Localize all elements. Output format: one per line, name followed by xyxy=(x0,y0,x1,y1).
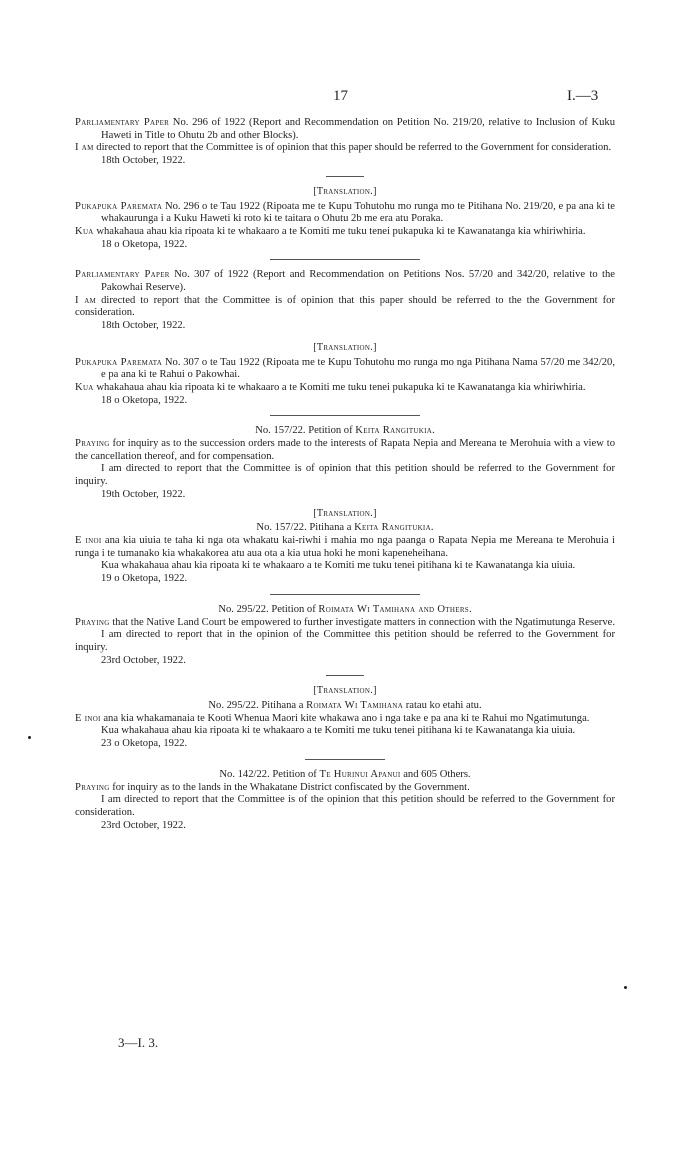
petition-body-translation: E inoi ana kia uiuia te taha ki nga ota whakatu kai-riwhi i mahia mo nga paanga o Rapata Nepia me Mereana te Merohuia i runga i te tumanako kia whakakorea atu aua ota a kia utua hoki he moni kapeneheihana. xyxy=(75,534,615,559)
paper-heading: Pukapuka Paremata No. 296 o te Tau 1922 (Ripoata me te Kupu Tohutohu mo runga mo te Pitihana No. 219/20, e pa ana ki te whakaurunga i a Kuku Haweti ki roto ki te taitara o Ohutu 2b me era atu Poraka. xyxy=(75,200,615,225)
paper-date: 18th October, 1922. xyxy=(101,155,186,167)
petition-body: Praying that the Native Land Court be empowered to further investigate matters in connection with the Ngatimutunga Reserve. xyxy=(75,616,615,628)
paper-entry xyxy=(75,269,615,333)
petition-body: Praying for inquiry as to the lands in the Whakatane District confiscated by the Government. xyxy=(75,781,470,793)
paper-date: 18th October, 1922. xyxy=(101,320,186,332)
petition-title-translation: No. 295/22. Pitihana a Roimata Wi Tamihana ratau ko etahi atu. xyxy=(208,700,482,712)
petition-date-translation: 19 o Oketopa, 1922. xyxy=(101,573,188,585)
petition-date: 23rd October, 1922. xyxy=(101,654,186,666)
petition-direction: I am directed to report that in the opinion of the Committee this petition should be referred to the Government for inquiry. xyxy=(75,629,615,653)
petition-date: 23rd October, 1922. xyxy=(101,819,186,831)
page-header xyxy=(0,88,700,108)
petition-title-translation: No. 157/22. Pitihana a Keita Rangitukia. xyxy=(256,522,434,534)
petition-date-translation: 23 o Oketopa, 1922. xyxy=(101,738,188,750)
petition-entry xyxy=(75,604,615,751)
divider xyxy=(270,259,420,260)
paper-body: Kua whakahaua ahau kia ripoata ki te whakaaro a te Komiti me tuku tenei pukapuka ki te Kawanatanga kia whiriwhiria. xyxy=(75,381,586,393)
divider xyxy=(270,415,420,416)
scan-speck xyxy=(28,736,31,739)
divider xyxy=(305,759,385,760)
paper-body: Kua whakahaua ahau kia ripoata ki te whakaaro a te Komiti me tuku tenei pukapuka ki te Kawanatanga kia whiriwhiria. xyxy=(75,225,586,237)
paper-heading: Parliamentary Paper No. 307 of 1922 (Report and Recommendation on Petitions Nos. 57/20 and 342/20, relative to the Pakowhai Reserve). xyxy=(75,269,615,294)
paper-date: 18 o Oketopa, 1922. xyxy=(101,394,188,406)
translation-label: [Translation.] xyxy=(313,185,377,197)
petition-title: No. 295/22. Petition of Roimata Wi Tamihana and Others. xyxy=(218,603,472,615)
page-reference: I.—3 xyxy=(567,88,599,104)
petition-title: No. 142/22. Petition of Te Hurinui Apanui and 605 Others. xyxy=(219,768,471,780)
divider xyxy=(270,594,420,595)
paper-entry-translation xyxy=(75,342,615,408)
page-number: 17 xyxy=(333,88,348,104)
petition-date: 19th October, 1922. xyxy=(101,488,186,500)
paper-body: I am directed to report that the Committee is of opinion that this paper should be referred to the Government for consideration. xyxy=(75,142,612,154)
translation-label: [Translation.] xyxy=(313,685,377,697)
petition-direction-translation: Kua whakahaua ahau kia ripoata ki te whakaaro a te Komiti me tuku tenei pitihana ki te Kawanatanga kia uiuia. xyxy=(101,560,576,572)
translation-label: [Translation.] xyxy=(313,341,377,353)
paper-date: 18 o Oketopa, 1922. xyxy=(101,238,188,250)
paper-body: I am directed to report that the Committee is of opinion that this paper should be referred to the the Government for consideration. xyxy=(75,294,616,319)
divider xyxy=(326,176,364,177)
paper-entry xyxy=(75,117,615,168)
paper-heading: Parliamentary Paper No. 296 of 1922 (Report and Recommendation on Petition No. 219/20, relative to Inclusion of Kuku Haweti in Title to Ohutu 2b and other Blocks). xyxy=(75,117,616,141)
petition-entry xyxy=(75,425,615,585)
petition-direction: I am directed to report that the Committee is of opinion that this petition should be referred to the Government for inquiry. xyxy=(75,463,615,488)
petition-title: No. 157/22. Petition of Keita Rangitukia. xyxy=(255,425,435,437)
divider xyxy=(326,675,364,676)
petition-body-translation: E inoi ana kia whakamanaia te Kooti Whenua Maori kite whakawa ano i nga take e pa ana ki te Rahui mo Ngatimutunga. xyxy=(75,712,590,724)
scan-speck xyxy=(624,986,627,989)
petition-entry xyxy=(75,769,615,833)
petition-body: Praying for inquiry as to the succession orders made to the interests of Rapata Nepia and Mereana te Merohuia with a view to the cancellation thereof, and for compensation. xyxy=(75,438,615,462)
paper-heading: Pukapuka Paremata No. 307 o te Tau 1922 (Ripoata me te Kupu Tohutohu mo runga mo nga Pitihana Nama 57/20 me 342/20, e pa ana ki te Rahui o Pakowhai. xyxy=(75,356,615,381)
page-footer-signature: 3—I. 3. xyxy=(118,1035,159,1050)
page-content xyxy=(75,117,615,832)
translation-label: [Translation.] xyxy=(313,507,377,519)
petition-direction-translation: Kua whakahaua ahau kia ripoata ki te whakaaro a te Komiti me tuku tenei pitihana ki te Kawanatanga kia uiuia. xyxy=(101,725,576,737)
petition-direction: I am directed to report that the Committee is of the opinion that this petition should be referred to the Government for consideration. xyxy=(75,794,615,818)
paper-entry-translation xyxy=(75,186,615,252)
